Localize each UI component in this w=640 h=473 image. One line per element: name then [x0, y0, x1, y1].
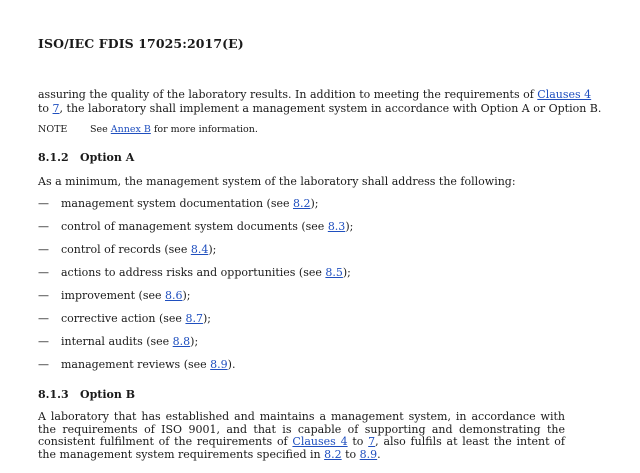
option-b-paragraph: [38, 411, 565, 461]
clause-7-link[interactable]: 7: [368, 435, 376, 449]
list-item-text: management system documentation (see: [61, 197, 293, 210]
list-dash: —: [38, 220, 49, 233]
list-item: [38, 312, 353, 335]
list-item: [38, 266, 353, 289]
list-item-end: ).: [227, 358, 236, 371]
list-item: [38, 243, 353, 266]
section-ref-link[interactable]: 8.7: [185, 312, 203, 325]
option-b-text-5: .: [377, 447, 381, 461]
section-title: Option B: [80, 388, 135, 401]
section-8-9-link[interactable]: 8.9: [359, 447, 378, 461]
list-item: [38, 220, 353, 243]
section-ref-link[interactable]: 8.2: [293, 197, 311, 210]
list-item-text: actions to address risks and opportunities (see: [61, 266, 326, 279]
note-text-before: See: [90, 124, 111, 135]
list-item-text: internal audits (see: [61, 335, 173, 348]
section-ref-link[interactable]: 8.8: [172, 335, 191, 348]
section-ref-link[interactable]: 8.5: [325, 266, 343, 279]
list-dash: —: [38, 243, 49, 256]
list-item-end: );: [202, 312, 211, 325]
list-item: [38, 289, 353, 312]
list-dash: —: [38, 335, 49, 348]
section-ref-link[interactable]: 8.3: [327, 220, 346, 233]
option-b-text-1: A laboratory that has established and maintains a management system, in accordance with the requirements of ISO 9001, and that is capable of supporting and demonstrating the consistent fulfilment of the requirements of: [38, 410, 565, 449]
clause-7-link[interactable]: 7: [52, 101, 60, 115]
section-title: Option A: [80, 151, 135, 164]
option-a-list: [38, 197, 353, 381]
list-item-end: );: [182, 289, 191, 302]
section-ref-link[interactable]: 8.4: [190, 243, 209, 256]
section-8-1-2-heading: [38, 151, 134, 164]
section-8-1-3-heading: [38, 388, 135, 401]
note-text-after: for more information.: [150, 124, 258, 135]
intro-text-after: , the laboratory shall implement a management system in accordance with Option A or Option B.: [59, 101, 602, 115]
list-item-text: control of records (see: [61, 243, 191, 256]
list-dash: —: [38, 358, 49, 371]
note: [38, 124, 258, 135]
section-number: 8.1.2: [38, 151, 69, 164]
list-item-end: );: [208, 243, 217, 256]
document-header: ISO/IEC FDIS 17025:2017(E): [38, 36, 244, 51]
section-8-2-link[interactable]: 8.2: [324, 447, 342, 461]
option-a-intro: As a minimum, the management system of the laboratory shall address the following:: [38, 175, 516, 188]
intro-text-mid: to: [38, 101, 53, 115]
note-label: NOTE: [38, 124, 68, 135]
list-item-end: );: [310, 197, 319, 210]
section-number: 8.1.3: [38, 388, 69, 401]
list-item-end: );: [345, 220, 354, 233]
intro-paragraph: [38, 88, 604, 115]
annex-b-link[interactable]: Annex B: [110, 124, 151, 135]
clauses-4-link[interactable]: Clauses 4: [537, 88, 592, 101]
list-item-text: corrective action (see: [61, 312, 186, 325]
intro-text-before: assuring the quality of the laboratory results. In addition to meeting the requirements of: [38, 88, 538, 101]
list-dash: —: [38, 266, 49, 279]
list-item-end: );: [190, 335, 199, 348]
list-item-end: );: [342, 266, 351, 279]
option-b-text-4: to: [341, 447, 360, 461]
list-item-text: control of management system documents (see: [61, 220, 328, 233]
list-dash: —: [38, 312, 49, 325]
clauses-4-link[interactable]: Clauses 4: [292, 435, 348, 449]
list-dash: —: [38, 197, 49, 210]
list-item: [38, 335, 353, 358]
section-ref-link[interactable]: 8.6: [165, 289, 183, 302]
section-ref-link[interactable]: 8.9: [210, 358, 228, 371]
list-item: [38, 358, 353, 381]
option-b-text-2: to: [347, 435, 369, 449]
option-b-text-3: , also fulfils at least the intent of the management system requirements specified in: [38, 435, 565, 461]
list-item-text: management reviews (see: [61, 358, 211, 371]
list-dash: —: [38, 289, 49, 302]
list-item-text: improvement (see: [61, 289, 165, 302]
list-item: [38, 197, 353, 220]
